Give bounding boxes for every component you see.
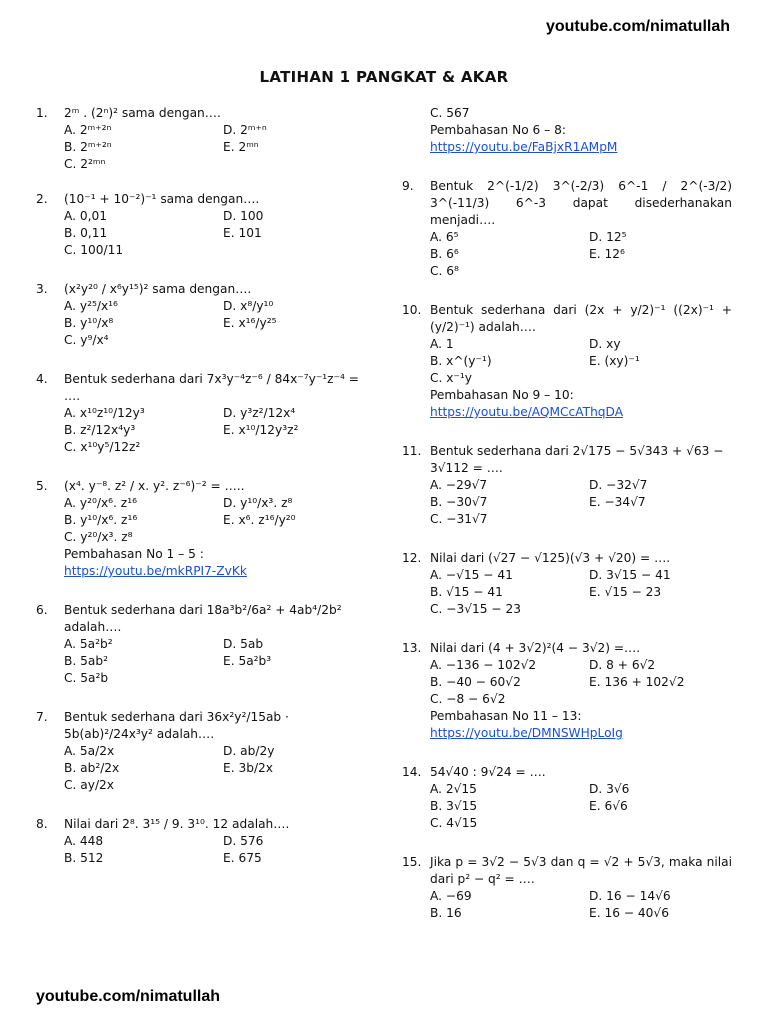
question-stem: Bentuk sederhana dari 7x³y⁻⁴z⁻⁶ / 84x⁻⁷y⁻¹z⁻⁴ = …. — [64, 372, 359, 403]
option-b: B. y¹⁰/x⁶. z¹⁶ — [64, 513, 138, 527]
option-c: C. 6⁸ — [430, 264, 459, 278]
question-number: 9. — [402, 179, 414, 193]
question-number: 11. — [402, 444, 422, 458]
option-e: E. −34√7 — [589, 495, 646, 509]
question-stem: (x⁴. y⁻⁸. z² / x. y². z⁻⁶)⁻² = ….. — [64, 479, 245, 493]
options — [64, 743, 372, 794]
question-3 — [36, 281, 372, 349]
question-number: 10. — [402, 303, 422, 317]
option-a: A. y²⁵/x¹⁶ — [64, 299, 118, 313]
page-title: LATIHAN 1 PANGKAT & AKAR — [259, 68, 509, 86]
options — [430, 567, 732, 618]
option-e: E. 16 − 40√6 — [589, 906, 669, 920]
option-b: B. x^(y⁻¹) — [430, 354, 492, 368]
footer-brand: youtube.com/nimatullah — [36, 988, 221, 1005]
option-a: A. x¹⁰z¹⁰/12y³ — [64, 406, 145, 420]
question-12 — [402, 550, 732, 618]
options — [64, 833, 372, 867]
option-b: B. 5ab² — [64, 654, 108, 668]
option-d: D. 12⁵ — [589, 230, 627, 244]
question-stem: Nilai dari 2⁸. 3¹⁵ / 9. 3¹⁰. 12 adalah…. — [64, 817, 290, 831]
option-d: D. xy — [589, 337, 621, 351]
question-number: 5. — [36, 479, 48, 493]
question-stem: Bentuk sederhana dari 2√175 − 5√343 + √63 − 3√112 = …. — [430, 444, 724, 475]
option-d: D. y¹⁰/x³. z⁸ — [223, 496, 293, 510]
question-stem: Nilai dari (4 + 3√2)²(4 − 3√2) =…. — [430, 641, 641, 655]
option-a: A. y²⁰/x⁶. z¹⁶ — [64, 496, 137, 510]
discussion-link[interactable]: https://youtu.be/DMNSWHpLoIg — [430, 726, 623, 740]
question-stem: Bentuk 2^(-1/2) 3^(-2/3) 6^-1 / 2^(-3/2) 3^(-11/3) 6^-3 dapat disederhanakan menjadi…. — [430, 179, 732, 227]
question-8 — [36, 816, 372, 867]
options — [64, 495, 372, 546]
option-c: C. x¹⁰y⁵/12z² — [64, 440, 141, 454]
option-b: B. −40 − 60√2 — [430, 675, 521, 689]
option-b: B. 2ᵐ⁺²ⁿ — [64, 140, 112, 154]
option-a: A. 448 — [64, 834, 104, 848]
option-c: C. 4√15 — [430, 816, 478, 830]
question-number: 4. — [36, 372, 48, 386]
question-6 — [36, 602, 372, 687]
options — [430, 781, 732, 832]
discussion-note: Pembahasan No 11 – 13: — [430, 709, 582, 723]
question-number: 1. — [36, 106, 48, 120]
option-b: B. ab²/2x — [64, 761, 120, 775]
question-5 — [36, 478, 372, 580]
option-d: D. 576 — [223, 834, 264, 848]
option-d: D. y³z²/12x⁴ — [223, 406, 296, 420]
option-a: A. 5a/2x — [64, 744, 115, 758]
question-stem: (x²y²⁰ / x⁶y¹⁵)² sama dengan…. — [64, 282, 252, 296]
option-b: B. z²/12x⁴y³ — [64, 423, 136, 437]
question-number: 6. — [36, 603, 48, 617]
discussion-note: Pembahasan No 6 – 8: — [430, 123, 567, 137]
option-e: E. x¹⁰/12y³z² — [223, 423, 299, 437]
option-e: E. 12⁶ — [589, 247, 625, 261]
question-number: 12. — [402, 551, 422, 565]
question-stem: Bentuk sederhana dari (2x + y/2)⁻¹ ((2x)⁻¹ + (y/2)⁻¹) adalah…. — [430, 303, 732, 334]
option-e: E. 6√6 — [589, 799, 628, 813]
header-brand: youtube.com/nimatullah — [545, 18, 730, 35]
discussion-note: Pembahasan No 1 – 5 : — [64, 547, 204, 561]
option-c: C. x⁻¹y — [430, 371, 473, 385]
question-1 — [36, 105, 372, 173]
option-d: D. 2ᵐ⁺ⁿ — [223, 123, 267, 137]
option-e: E. 3b/2x — [223, 761, 274, 775]
option-a: A. 5a²b² — [64, 637, 113, 651]
question-13 — [402, 640, 732, 742]
option-e: E. 136 + 102√2 — [589, 675, 685, 689]
options — [430, 229, 732, 280]
option-a: A. −√15 − 41 — [430, 568, 513, 582]
option-c: C. ay/2x — [64, 778, 115, 792]
discussion-note: Pembahasan No 9 – 10: — [430, 388, 574, 402]
option-c: C. −3√15 − 23 — [430, 602, 521, 616]
option-d: D. 100 — [223, 209, 264, 223]
options — [64, 208, 372, 259]
question-stem: (10⁻¹ + 10⁻²)⁻¹ sama dengan…. — [64, 192, 260, 206]
option-a: A. 2ᵐ⁺²ⁿ — [64, 123, 112, 137]
option-a: A. 6⁵ — [430, 230, 459, 244]
option-b: B. 512 — [64, 851, 104, 865]
option-e: E. 2ᵐⁿ — [223, 140, 259, 154]
question-stem: Bentuk sederhana dari 36x²y²/15ab · 5b(ab)²/24x³y² adalah…. — [64, 710, 289, 741]
question-number: 2. — [36, 192, 48, 206]
option-b: B. y¹⁰/x⁸ — [64, 316, 114, 330]
option-c: C. 100/11 — [64, 243, 124, 257]
option-e: E. (xy)⁻¹ — [589, 354, 640, 368]
question-11 — [402, 443, 732, 528]
option-b: B. 0,11 — [64, 226, 108, 240]
option-d: D. ab/2y — [223, 744, 275, 758]
option-e: E. 101 — [223, 226, 262, 240]
options — [430, 336, 732, 387]
option-d: D. 3√6 — [589, 782, 630, 796]
option-c: C. y²⁰/x³. z⁸ — [64, 530, 133, 544]
discussion-link[interactable]: https://youtu.be/mkRPI7-ZvKk — [64, 564, 247, 578]
option-a: A. 2√15 — [430, 782, 477, 796]
option-c: C. −31√7 — [430, 512, 488, 526]
option-c: C. y⁹/x⁴ — [64, 333, 109, 347]
options — [430, 888, 732, 922]
question-number: 14. — [402, 765, 422, 779]
option-d: D. x⁸/y¹⁰ — [223, 299, 274, 313]
option-b: B. 16 — [430, 906, 462, 920]
question-4 — [36, 371, 372, 456]
question-number: 13. — [402, 641, 422, 655]
option-a: A. 1 — [430, 337, 454, 351]
option-e: E. x¹⁶/y²⁵ — [223, 316, 277, 330]
option-a: A. −69 — [430, 889, 472, 903]
option-c: C. 5a²b — [64, 671, 109, 685]
option-d: D. 5ab — [223, 637, 264, 651]
option-d: D. −32√7 — [589, 478, 648, 492]
option-a: A. −136 − 102√2 — [430, 658, 537, 672]
option-e: E. x⁶. z¹⁶/y²⁰ — [223, 513, 296, 527]
question-number: 15. — [402, 855, 422, 869]
option-e: E. √15 − 23 — [589, 585, 662, 599]
option-e: E. 5a²b³ — [223, 654, 272, 668]
options — [64, 298, 372, 349]
options — [64, 122, 372, 173]
options — [64, 636, 372, 687]
question-stem: 54√40 : 9√24 = …. — [430, 765, 546, 779]
option-c: C. 567 — [430, 106, 470, 120]
option-e: E. 675 — [223, 851, 262, 865]
options — [64, 405, 372, 456]
options — [430, 477, 732, 528]
question-7 — [36, 709, 372, 794]
option-d: D. 3√15 − 41 — [589, 568, 671, 582]
question-stem: Nilai dari (√27 − √125)(√3 + √20) = …. — [430, 551, 671, 565]
option-b: B. 6⁶ — [430, 247, 459, 261]
question-2 — [36, 191, 372, 259]
question-number: 8. — [36, 817, 48, 831]
option-a: A. 0,01 — [64, 209, 108, 223]
question-stem: Bentuk sederhana dari 18a³b²/6a² + 4ab⁴/2b² adalah…. — [64, 603, 342, 634]
option-b: B. 3√15 — [430, 799, 478, 813]
question-number: 7. — [36, 710, 48, 724]
question-9 — [402, 178, 732, 280]
options — [430, 657, 732, 708]
question-number: 3. — [36, 282, 48, 296]
option-b: B. −30√7 — [430, 495, 488, 509]
discussion-link[interactable]: https://youtu.be/AQMCcAThqDA — [430, 405, 624, 419]
question-stem: Jika p = 3√2 − 5√3 dan q = √2 + 5√3, maka nilai dari p² − q² = …. — [430, 855, 732, 886]
discussion-link[interactable]: https://youtu.be/FaBjxR1AMpM — [430, 140, 618, 154]
question-8-continued — [402, 105, 732, 156]
option-a: A. −29√7 — [430, 478, 488, 492]
option-c: C. −8 − 6√2 — [430, 692, 506, 706]
option-c: C. 2²ᵐⁿ — [64, 157, 106, 171]
left-column — [36, 105, 372, 867]
option-b: B. √15 − 41 — [430, 585, 503, 599]
question-stem: 2ᵐ . (2ⁿ)² sama dengan…. — [64, 106, 221, 120]
question-15 — [402, 854, 732, 922]
option-d: D. 8 + 6√2 — [589, 658, 656, 672]
question-14 — [402, 764, 732, 832]
question-10 — [402, 302, 732, 421]
right-column — [402, 105, 732, 922]
option-d: D. 16 − 14√6 — [589, 889, 671, 903]
